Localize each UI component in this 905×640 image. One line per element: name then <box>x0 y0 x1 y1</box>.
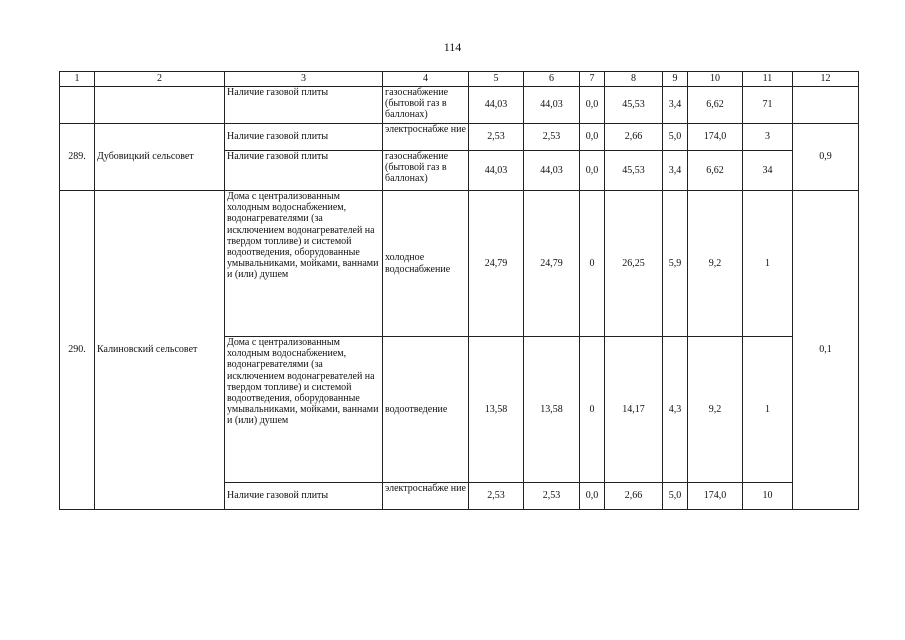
table-row <box>60 124 859 151</box>
value-cell: 6,62 <box>688 87 743 124</box>
utility-cell: газоснабжение (бытовой газ в баллонах) <box>383 87 469 124</box>
value-cell: 3,4 <box>663 151 688 191</box>
tariff-table <box>59 71 859 510</box>
page-number: 114 <box>443 40 462 54</box>
col-header-12: 12 <box>793 72 859 87</box>
value-cell: 45,53 <box>605 87 663 124</box>
value-cell: 3,4 <box>663 87 688 124</box>
value-cell: 5,0 <box>663 124 688 151</box>
value-cell: 2,66 <box>605 124 663 151</box>
header-row <box>60 72 859 87</box>
value-cell: 2,53 <box>524 124 580 151</box>
value-cell: 2,53 <box>469 124 524 151</box>
row-number-cell: 289. <box>60 124 95 191</box>
col-header-9: 9 <box>663 72 688 87</box>
housing-type-cell: Дома с централизованным холодным водоснабжением, водонагревателями (за исключением водонагревателей на твердом топливе) и системой водоотведения, оборудованные умывальниками, мойками, ваннами и (или) душем <box>225 191 383 337</box>
settlement-name: Калиновский сельсовет <box>95 191 225 510</box>
value-cell: 13,58 <box>524 337 580 483</box>
value-cell: 174,0 <box>688 124 743 151</box>
value-cell: 44,03 <box>469 151 524 191</box>
row-number-cell: 290. <box>60 191 95 510</box>
value-cell: 0,0 <box>580 483 605 510</box>
coefficient-cell: 0,9 <box>793 124 859 191</box>
value-cell: 0,0 <box>580 87 605 124</box>
value-cell: 6,62 <box>688 151 743 191</box>
utility-cell: газоснабжение (бытовой газ в баллонах) <box>383 151 469 191</box>
value-cell: 1 <box>743 191 793 337</box>
value-cell: 174,0 <box>688 483 743 510</box>
value-cell: 3 <box>743 124 793 151</box>
value-cell: 5,9 <box>663 191 688 337</box>
settlement-cell <box>95 87 225 124</box>
value-cell: 2,53 <box>524 483 580 510</box>
settlement-name: Дубовицкий сельсовет <box>95 124 225 191</box>
value-cell: 5,0 <box>663 483 688 510</box>
col-header-1: 1 <box>60 72 95 87</box>
value-cell: 24,79 <box>524 191 580 337</box>
utility-cell: электроснабже ние <box>383 483 469 510</box>
value-cell: 0,0 <box>580 124 605 151</box>
value-cell: 10 <box>743 483 793 510</box>
value-cell: 14,17 <box>605 337 663 483</box>
housing-type-cell: Дома с централизованным холодным водоснабжением, водонагревателями (за исключением водонагревателей на твердом топливе) и системой водоотведения, оборудованные умывальниками, мойками, ваннами и (или) душем <box>225 337 383 483</box>
col-header-6: 6 <box>524 72 580 87</box>
housing-type-cell: Наличие газовой плиты <box>225 124 383 151</box>
value-cell: 2,53 <box>469 483 524 510</box>
table-row <box>60 87 859 124</box>
col-header-3: 3 <box>225 72 383 87</box>
value-cell: 71 <box>743 87 793 124</box>
value-cell: 13,58 <box>469 337 524 483</box>
utility-cell: электроснабже ние <box>383 124 469 151</box>
value-cell: 45,53 <box>605 151 663 191</box>
value-cell: 2,66 <box>605 483 663 510</box>
value-cell: 0 <box>580 191 605 337</box>
value-cell: 9,2 <box>688 337 743 483</box>
housing-type-cell: Наличие газовой плиты <box>225 483 383 510</box>
utility-cell: холодное водоснабжение <box>383 191 469 337</box>
value-cell: 24,79 <box>469 191 524 337</box>
value-cell: 26,25 <box>605 191 663 337</box>
housing-type-cell: Наличие газовой плиты <box>225 87 383 124</box>
col-header-11: 11 <box>743 72 793 87</box>
row-number-cell <box>60 87 95 124</box>
value-cell: 34 <box>743 151 793 191</box>
value-cell: 4,3 <box>663 337 688 483</box>
col-header-4: 4 <box>383 72 469 87</box>
utility-cell: водоотведение <box>383 337 469 483</box>
value-cell: 0 <box>580 337 605 483</box>
value-cell: 0,0 <box>580 151 605 191</box>
col-header-10: 10 <box>688 72 743 87</box>
col-header-5: 5 <box>469 72 524 87</box>
value-cell <box>793 87 859 124</box>
value-cell: 1 <box>743 337 793 483</box>
value-cell: 44,03 <box>469 87 524 124</box>
col-header-8: 8 <box>605 72 663 87</box>
value-cell: 44,03 <box>524 87 580 124</box>
col-header-2: 2 <box>95 72 225 87</box>
value-cell: 44,03 <box>524 151 580 191</box>
coefficient-cell: 0,1 <box>793 191 859 510</box>
value-cell: 9,2 <box>688 191 743 337</box>
col-header-7: 7 <box>580 72 605 87</box>
table-row <box>60 191 859 337</box>
housing-type-cell: Наличие газовой плиты <box>225 151 383 191</box>
